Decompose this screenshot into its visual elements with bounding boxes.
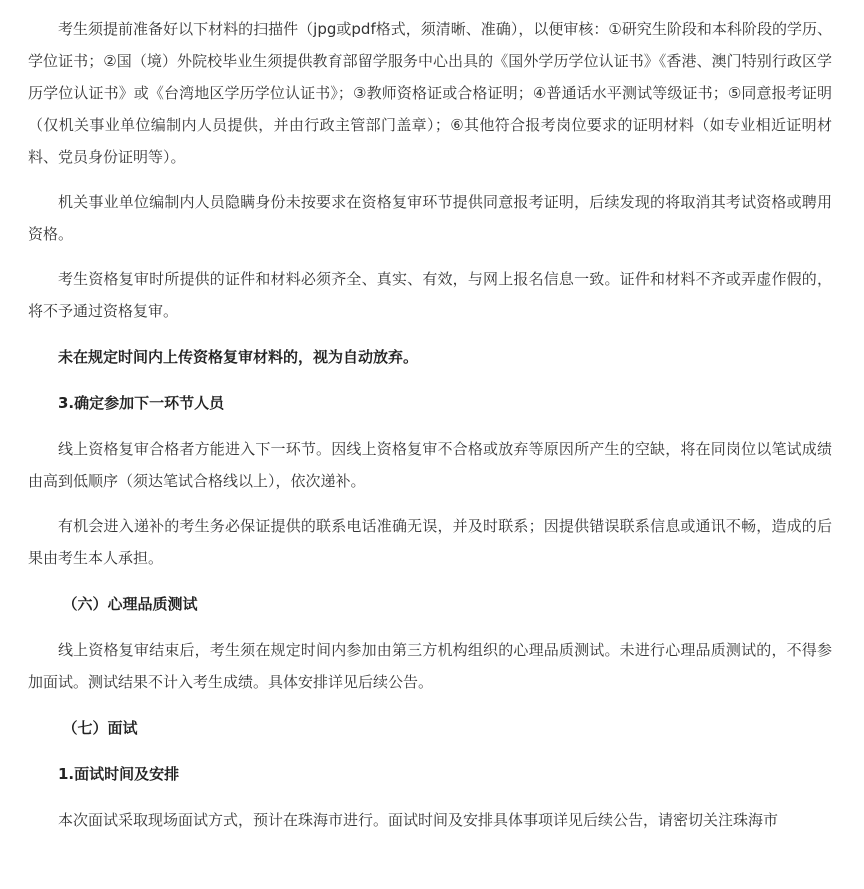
paragraph-required-materials: 考生须提前准备好以下材料的扫描件（jpg或pdf格式，须清晰、准确），以便审核：①研究生阶段和本科阶段的学历、学位证书；②国（境）外院校毕业生须提供教育部留学服务中心出具的《国外学历学位认证书》《香港、澳门特别行政区学历学位认证书》或《台湾地区学历学位认证书》；③教师资格证或合格证明；④普通话水平测试等级证书；⑤同意报考证明（仅机关事业单位编制内人员提供，并由行政主管部门盖章）；⑥其他符合报考岗位要求的证明材料（如专业相近证明材料、党员身份证明等）。 <box>28 20 832 166</box>
paragraph-contact-info: 有机会进入递补的考生务必保证提供的联系电话准确无误，并及时联系；因提供错误联系信息或通讯不畅，造成的后果由考生本人承担。 <box>28 517 832 567</box>
paragraph-psych-test: 线上资格复审结束后，考生须在规定时间内参加由第三方机构组织的心理品质测试。未进行心理品质测试的，不得参加面试。测试结果不计入考生成绩。具体安排详见后续公告。 <box>28 641 832 691</box>
section-heading-next-stage: 3.确定参加下一环节人员 <box>58 394 225 412</box>
paragraph-backfill-rule: 线上资格复审合格者方能进入下一环节。因线上资格复审不合格或放弃等原因所产生的空缺，将在同岗位以笔试成绩由高到低顺序（须达笔试合格线以上），依次递补。 <box>28 440 832 490</box>
paragraph-deadline-warning: 未在规定时间内上传资格复审材料的，视为自动放弃。 <box>58 348 419 366</box>
paragraph-concealed-identity: 机关事业单位编制内人员隐瞒身份未按要求在资格复审环节提供同意报考证明，后续发现的将取消其考试资格或聘用资格。 <box>28 193 832 243</box>
section-heading-interview-time: 1.面试时间及安排 <box>58 765 180 783</box>
paragraph-documents-authentic: 考生资格复审时所提供的证件和材料必须齐全、真实、有效，与网上报名信息一致。证件和材料不齐或弄虚作假的，将不予通过资格复审。 <box>28 270 832 320</box>
article-body <box>28 13 832 836</box>
paragraph-interview-arrangement: 本次面试采取现场面试方式，预计在珠海市进行。面试时间及安排具体事项详见后续公告，请密切关注珠海市 <box>58 811 779 829</box>
section-heading-interview: （七）面试 <box>62 719 138 737</box>
section-heading-psych-test: （六）心理品质测试 <box>62 595 198 613</box>
